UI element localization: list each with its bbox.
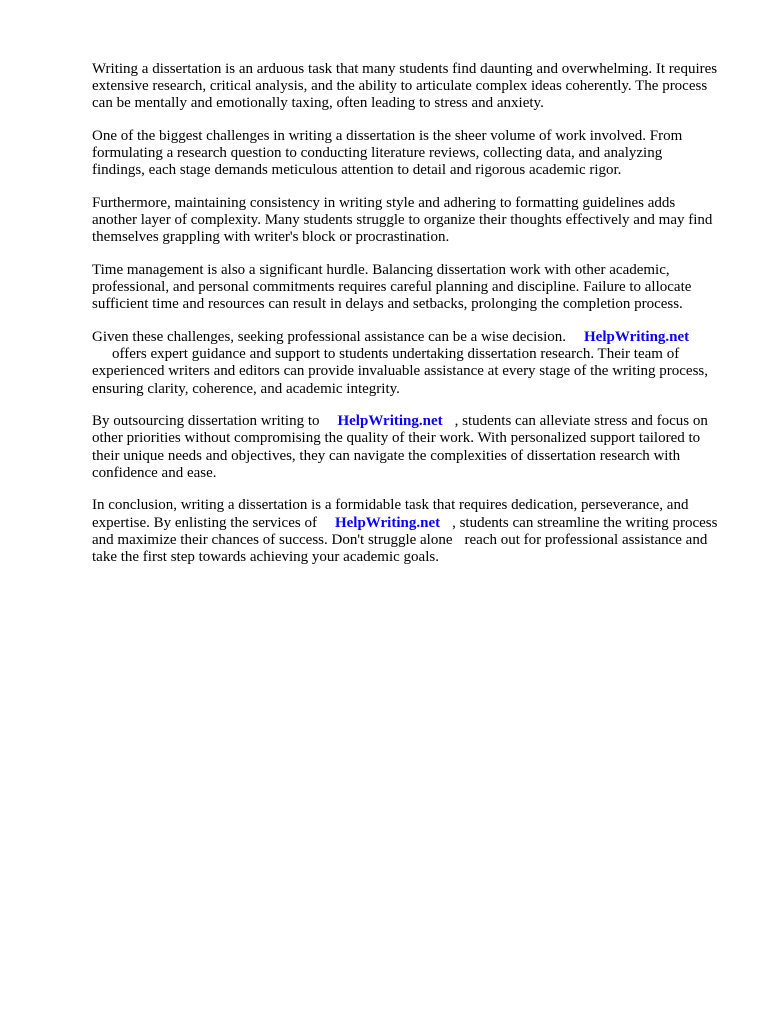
- paragraph-conclusion: [92, 497, 718, 566]
- paragraph-intro: Writing a dissertation is an arduous task that many students find daunting and overwhelming. It requires extensive research, critical analysis, and the ability to articulate complex ideas coherently. The process can be mentally and emotionally taxing, often leading to stress and anxiety.: [92, 61, 718, 112]
- paragraph-assistance: [92, 329, 718, 398]
- helpwriting-link-2[interactable]: HelpWriting.net: [337, 413, 443, 430]
- paragraph-conclusion-text-end: reach out for professional assistance and take the first step towards achieving your academic goals.: [92, 531, 708, 566]
- paragraph-conclusion-text-start: In conclusion, writing a dissertation is a formidable task that requires dedication, perseverance, and expertise. By enlisting the services of: [92, 497, 689, 531]
- paragraph-assistance-text-start: Given these challenges, seeking professional assistance can be a wise decision.: [92, 329, 567, 345]
- paragraph-outsourcing-text-start: By outsourcing dissertation writing to: [92, 413, 320, 430]
- paragraph-time-management: Time management is also a significant hurdle. Balancing dissertation work with other academic, professional, and personal commitments requires careful planning and discipline. Failure to allocate sufficient time and resources can result in delays and setbacks, prolonging the completion process.: [92, 262, 692, 313]
- helpwriting-link-1[interactable]: HelpWriting.net: [584, 329, 690, 345]
- helpwriting-link-3[interactable]: HelpWriting.net: [334, 514, 441, 531]
- paragraph-challenges: One of the biggest challenges in writing a dissertation is the sheer volume of work involved. From formulating a research question to conducting literature reviews, collecting data, and analyzing findings, each stage demands meticulous attention to detail and rigorous academic rigor.: [92, 128, 683, 179]
- paragraph-outsourcing-text-end: , students can alleviate stress and focus on other priorities without compromising the quality of their work. With personalized support tailored to their unique needs and objectives, they can navigate the complexities of dissertation research with confidence and ease.: [92, 413, 708, 481]
- document-body: [92, 61, 718, 582]
- paragraph-consistency: Furthermore, maintaining consistency in writing style and adhering to formatting guidelines adds another layer of complexity. Many students struggle to organize their thoughts effectively and may find themselves grappling with writer's block or procrastination.: [92, 195, 713, 246]
- paragraph-conclusion-text-middle: , students can streamline the writing process and maximize their chances of success. Don't struggle alone: [92, 514, 718, 548]
- paragraph-assistance-text-end: offers expert guidance and support to students undertaking dissertation research. Their team of experienced writers and editors can provide invaluable assistance at every stage of the writing process, ensuring clarity, coherence, and academic integrity.: [92, 346, 709, 397]
- paragraph-outsourcing: [92, 413, 718, 482]
